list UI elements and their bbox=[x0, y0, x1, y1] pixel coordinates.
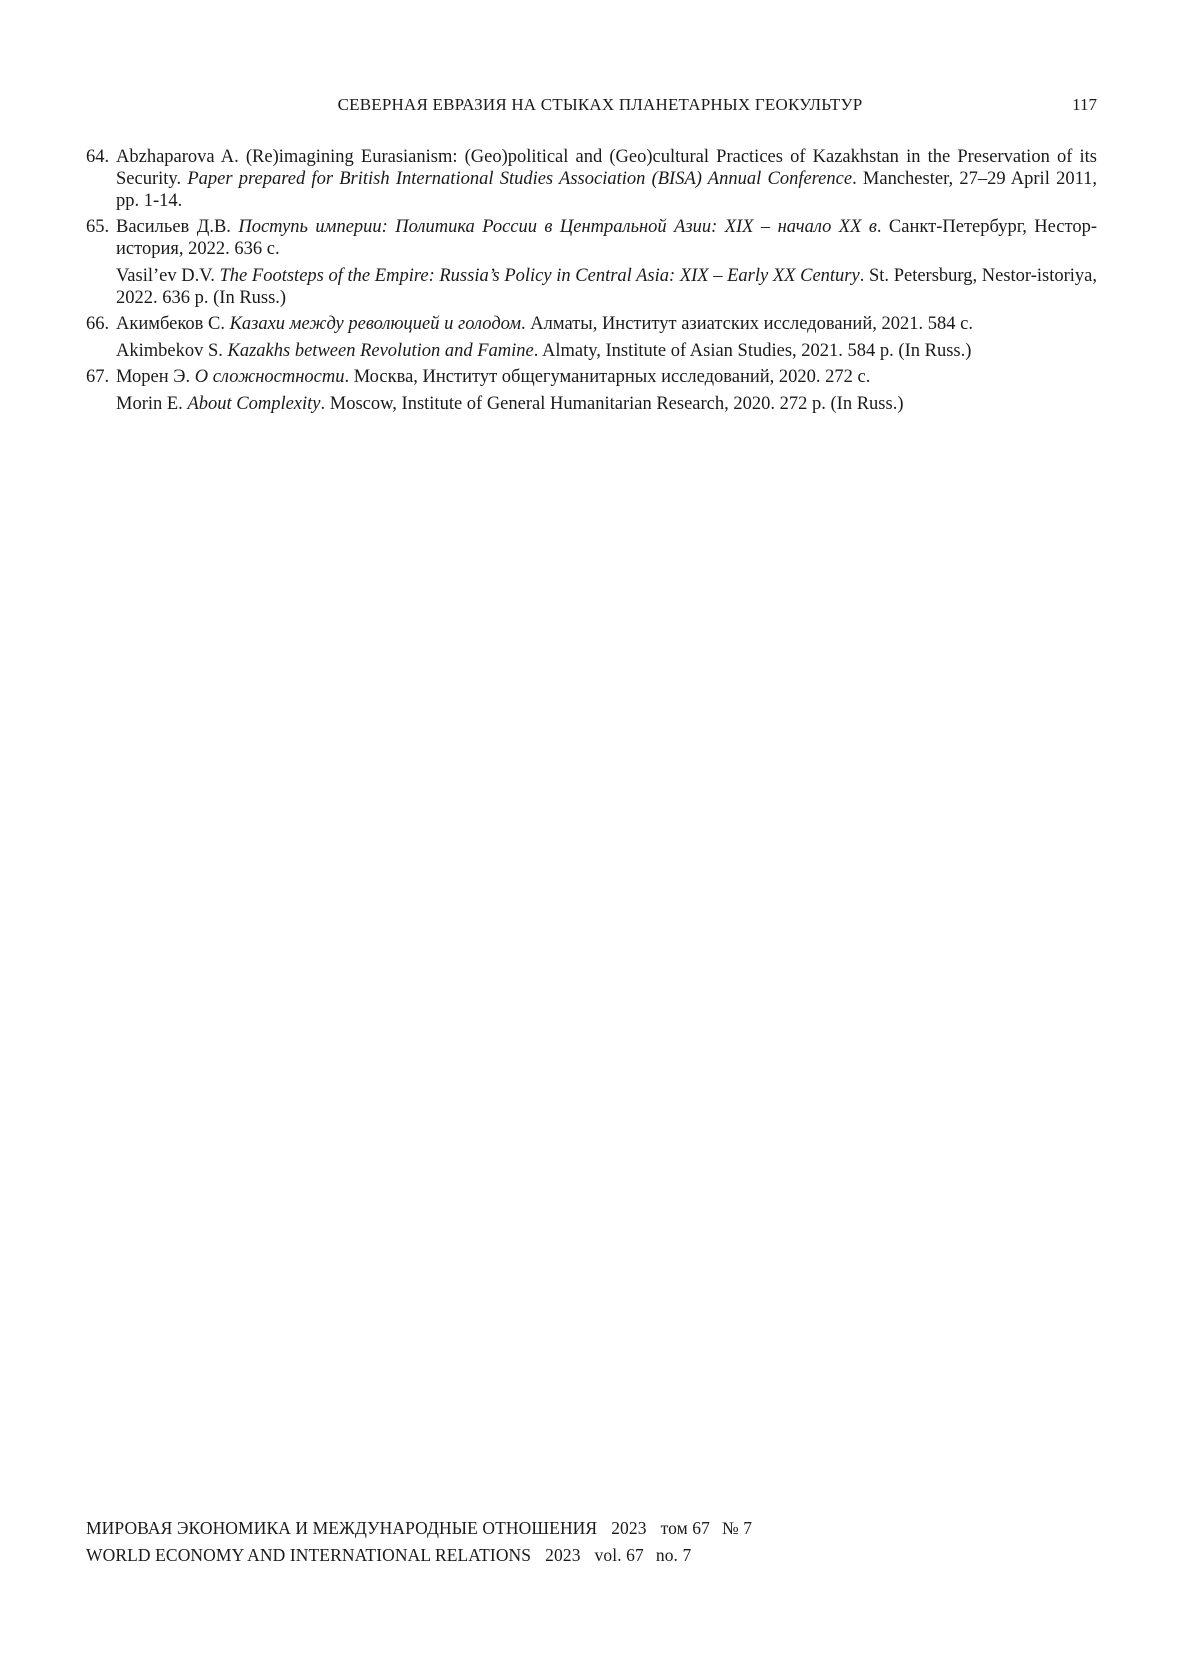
reference-details: . St. Petersburg, Nestor-istoriya, 2022. 636 p. (In Russ.) bbox=[116, 266, 1097, 308]
reference-title: The Footsteps of the Empire: Russia’s Policy in Central Asia: XIX – Early XX Century bbox=[219, 266, 860, 286]
journal-volume: vol. 67 bbox=[594, 1545, 644, 1565]
reference-authors: Акимбеков С. bbox=[116, 314, 230, 334]
reference-number: 66. bbox=[86, 314, 110, 334]
reference-item bbox=[86, 313, 1097, 362]
reference-text bbox=[116, 313, 1097, 335]
reference-details: . Almaty, Institute of Asian Studies, 2021. 584 p. (In Russ.) bbox=[533, 341, 972, 361]
footer-line-russian bbox=[86, 1515, 986, 1542]
running-title: СЕВЕРНАЯ ЕВРАЗИЯ НА СТЫКАХ ПЛАНЕТАРНЫХ ГЕОКУЛЬТУР bbox=[337, 95, 863, 114]
journal-volume: том 67 bbox=[660, 1518, 710, 1538]
reference-number: 65. bbox=[86, 217, 110, 237]
reference-authors-title: Abzhaparova A. (Re)imagining Eurasianism: (Geo)political and (Geo)cultural Practices of Kazakhstan in the Preservation of its Security. bbox=[116, 147, 1097, 189]
reference-title: Казахи между революцией и голодом bbox=[229, 314, 522, 334]
reference-details: . Алматы, Институт азиатских исследований, 2021. 584 с. bbox=[521, 314, 973, 334]
reference-details: . Москва, Институт общегуманитарных исследований, 2020. 272 с. bbox=[344, 367, 871, 387]
reference-transliteration bbox=[116, 265, 1097, 309]
reference-text bbox=[116, 216, 1097, 260]
running-header bbox=[0, 95, 1200, 119]
reference-text bbox=[116, 366, 1097, 388]
reference-details: . Санкт-Петербург, Нестор-история, 2022. 636 с. bbox=[116, 217, 1097, 259]
journal-issue: № 7 bbox=[722, 1518, 753, 1538]
reference-title: Поступь империи: Политика России в Центральной Азии: XIX – начало XX в bbox=[238, 217, 877, 237]
reference-title: About Complexity bbox=[187, 394, 321, 414]
reference-transliteration bbox=[116, 393, 1097, 415]
journal-year: 2023 bbox=[611, 1518, 647, 1538]
reference-authors: Akimbekov S. bbox=[116, 341, 228, 361]
reference-transliteration bbox=[116, 340, 1097, 362]
reference-title: О сложностности bbox=[194, 367, 345, 387]
journal-footer bbox=[86, 1515, 986, 1569]
reference-text bbox=[116, 146, 1097, 212]
footer-line-english bbox=[86, 1542, 986, 1569]
reference-authors: Vasil’ev D.V. bbox=[116, 266, 220, 286]
reference-item bbox=[86, 146, 1097, 212]
journal-year: 2023 bbox=[545, 1545, 581, 1565]
journal-issue: no. 7 bbox=[655, 1545, 692, 1565]
reference-list bbox=[86, 146, 1097, 419]
reference-number: 64. bbox=[86, 147, 110, 167]
journal-name: WORLD ECONOMY AND INTERNATIONAL RELATIONS bbox=[86, 1545, 532, 1565]
reference-authors: Васильев Д.В. bbox=[116, 217, 239, 237]
reference-title: Kazakhs between Revolution and Famine bbox=[227, 341, 534, 361]
reference-details: . Moscow, Institute of General Humanitarian Research, 2020. 272 p. (In Russ.) bbox=[320, 394, 904, 414]
reference-item bbox=[86, 366, 1097, 415]
journal-name: МИРОВАЯ ЭКОНОМИКА И МЕЖДУНАРОДНЫЕ ОТНОШЕНИЯ bbox=[86, 1518, 598, 1538]
reference-authors: Морен Э. bbox=[116, 367, 195, 387]
page-number: 117 bbox=[1072, 95, 1097, 114]
reference-authors: Morin E. bbox=[116, 394, 188, 414]
reference-source-title: Paper prepared for British International Studies Association (BISA) Annual Conference bbox=[187, 169, 853, 189]
reference-number: 67. bbox=[86, 367, 110, 387]
reference-details: . Manchester, 27–29 April 2011, pp. 1-14. bbox=[116, 169, 1098, 211]
reference-item bbox=[86, 216, 1097, 309]
